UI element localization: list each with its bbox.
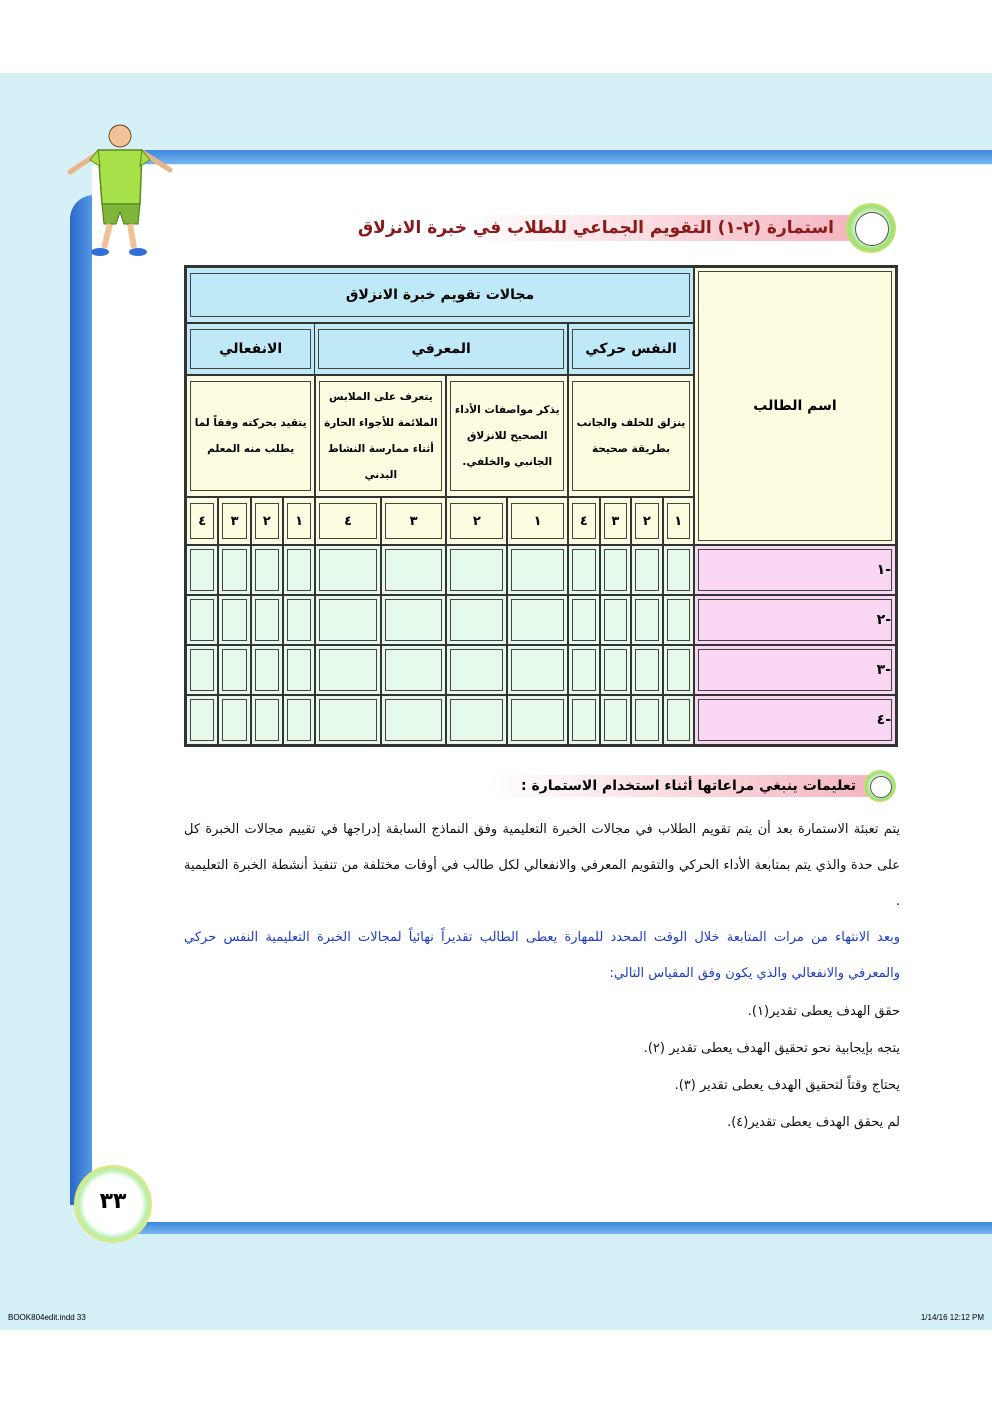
score-cell[interactable] — [381, 695, 447, 745]
score-cell[interactable] — [315, 545, 381, 595]
score-cell[interactable] — [251, 595, 283, 645]
score-cell[interactable] — [186, 645, 218, 695]
score-cell[interactable] — [600, 545, 631, 595]
score-cell[interactable] — [631, 545, 662, 595]
scale-number: ١ — [507, 497, 568, 545]
scale-item: يتجه بإيجابية نحو تحقيق الهدف يعطى تقدير (٢). — [643, 1041, 900, 1056]
footer-file-info: BOOK804edit.indd 33 — [8, 1313, 86, 1322]
scale-number: ٢ — [251, 497, 283, 545]
scale-number: ٣ — [218, 497, 250, 545]
score-cell[interactable] — [446, 695, 507, 745]
table-row — [186, 545, 896, 595]
scale-number: ٢ — [446, 497, 507, 545]
soccer-ball-icon — [864, 770, 896, 802]
score-cell[interactable] — [251, 645, 283, 695]
score-cell[interactable] — [218, 545, 250, 595]
scale-number: ١ — [663, 497, 694, 545]
instructions-paragraph-1: يتم تعبئة الاستمارة بعد أن يتم تقويم الطلاب في مجالات الخبرة التعليمية وفق النماذج السابقة إدراجها في تقييم مجالات الخبرة كل على حدة والذي يتم بمتابعة الأداء الحركي والتقويم المعرفي والانفعالي لكل طالب في أوقات مختلفة من تنفيذ أنشطة الخبرة التعليمية . — [184, 822, 900, 909]
score-cell[interactable] — [446, 645, 507, 695]
score-cell[interactable] — [507, 695, 568, 745]
score-cell[interactable] — [218, 695, 250, 745]
scale-number: ٣ — [381, 497, 447, 545]
instructions-heading-row — [486, 770, 896, 802]
scale-number: ٢ — [631, 497, 662, 545]
score-cell[interactable] — [631, 595, 662, 645]
score-cell[interactable] — [315, 695, 381, 745]
score-cell[interactable] — [446, 595, 507, 645]
score-cell[interactable] — [568, 645, 600, 695]
score-cell[interactable] — [600, 595, 631, 645]
item-cognitive-2: يتعرف على الملابس الملائمة للأجواء الحارة أثناء ممارسة النشاط البدني — [315, 375, 446, 497]
score-cell[interactable] — [381, 595, 447, 645]
score-cell[interactable] — [507, 545, 568, 595]
score-cell[interactable] — [283, 545, 315, 595]
score-cell[interactable] — [600, 645, 631, 695]
score-cell[interactable] — [381, 545, 447, 595]
footer-date-info: 1/14/16 12:12 PM — [920, 1313, 984, 1322]
table-row — [186, 695, 896, 745]
score-cell[interactable] — [663, 545, 694, 595]
score-cell[interactable] — [251, 545, 283, 595]
scale-number: ٤ — [568, 497, 600, 545]
student-row-label: -٢ — [694, 595, 896, 645]
student-row-label: -٤ — [694, 695, 896, 745]
scale-item: لم يحقق الهدف يعطى تقدير(٤). — [727, 1115, 900, 1130]
score-cell[interactable] — [446, 545, 507, 595]
scale-number: ٤ — [315, 497, 381, 545]
scale-item: حقق الهدف يعطى تقدير(١). — [747, 1004, 900, 1019]
score-cell[interactable] — [186, 545, 218, 595]
domain-cognitive: المعرفي — [315, 323, 568, 375]
student-row-label: -١ — [694, 545, 896, 595]
bottom-frame-line — [100, 1222, 992, 1234]
item-psychomotor: ينزلق للخلف والجانب بطريقة صحيحة — [568, 375, 694, 497]
score-cell[interactable] — [186, 595, 218, 645]
score-cell[interactable] — [283, 645, 315, 695]
table-row — [186, 645, 896, 695]
scale-number: ٤ — [186, 497, 218, 545]
score-cell[interactable] — [663, 645, 694, 695]
score-cell[interactable] — [568, 545, 600, 595]
score-cell[interactable] — [568, 695, 600, 745]
score-cell[interactable] — [568, 595, 600, 645]
soccer-ball-icon — [846, 203, 896, 253]
score-cell[interactable] — [315, 595, 381, 645]
score-cell[interactable] — [600, 695, 631, 745]
domain-affective: الانفعالي — [186, 323, 315, 375]
score-cell[interactable] — [507, 595, 568, 645]
score-cell[interactable] — [631, 695, 662, 745]
score-cell[interactable] — [507, 645, 568, 695]
score-cell[interactable] — [283, 695, 315, 745]
scale-number: ٣ — [600, 497, 631, 545]
score-cell[interactable] — [663, 595, 694, 645]
item-cognitive-1: يذكر مواصفات الأداء الصحيح للانزلاق الجانبي والخلفي. — [446, 375, 568, 497]
student-name-header: اسم الطالب — [694, 267, 896, 545]
score-cell[interactable] — [218, 595, 250, 645]
main-header: مجالات تقويم خبرة الانزلاق — [186, 267, 694, 323]
score-cell[interactable] — [663, 695, 694, 745]
instructions-paragraph-2: وبعد الانتهاء من مرات المتابعة خلال الوقت المحدد للمهارة يعطى الطالب تقديراً نهائياً لمجالات الخبرة التعليمية النفس حركي والمعرفي والانفعالي والذي يكون وفق المقياس التالي: — [184, 930, 900, 981]
scale-item: يحتاج وقتاً لتحقيق الهدف يعطى تقدير (٣). — [674, 1078, 900, 1093]
score-cell[interactable] — [315, 645, 381, 695]
score-cell[interactable] — [218, 645, 250, 695]
score-cell[interactable] — [251, 695, 283, 745]
table-row — [186, 595, 896, 645]
item-affective: يتقيد بحركته وفقاً لما يطلب منه المعلم — [186, 375, 315, 497]
scale-number: ١ — [283, 497, 315, 545]
score-cell[interactable] — [631, 645, 662, 695]
score-cell[interactable] — [186, 695, 218, 745]
form-title: استمارة (٢-١) التقويم الجماعي للطلاب في خبرة الانزلاق — [357, 218, 834, 238]
page-number-badge — [74, 1165, 152, 1243]
form-title-row — [357, 203, 896, 253]
score-cell[interactable] — [283, 595, 315, 645]
player-illustration — [60, 112, 180, 262]
page-number: ٣٣ — [99, 1189, 127, 1214]
score-cell[interactable] — [381, 645, 447, 695]
top-frame-line — [98, 150, 992, 164]
student-row-label: -٣ — [694, 645, 896, 695]
domain-psychomotor: النفس حركي — [568, 323, 694, 375]
instructions-title: تعليمات ينبغي مراعاتها أثناء استخدام الاستمارة : — [520, 778, 856, 794]
evaluation-table — [184, 265, 898, 747]
